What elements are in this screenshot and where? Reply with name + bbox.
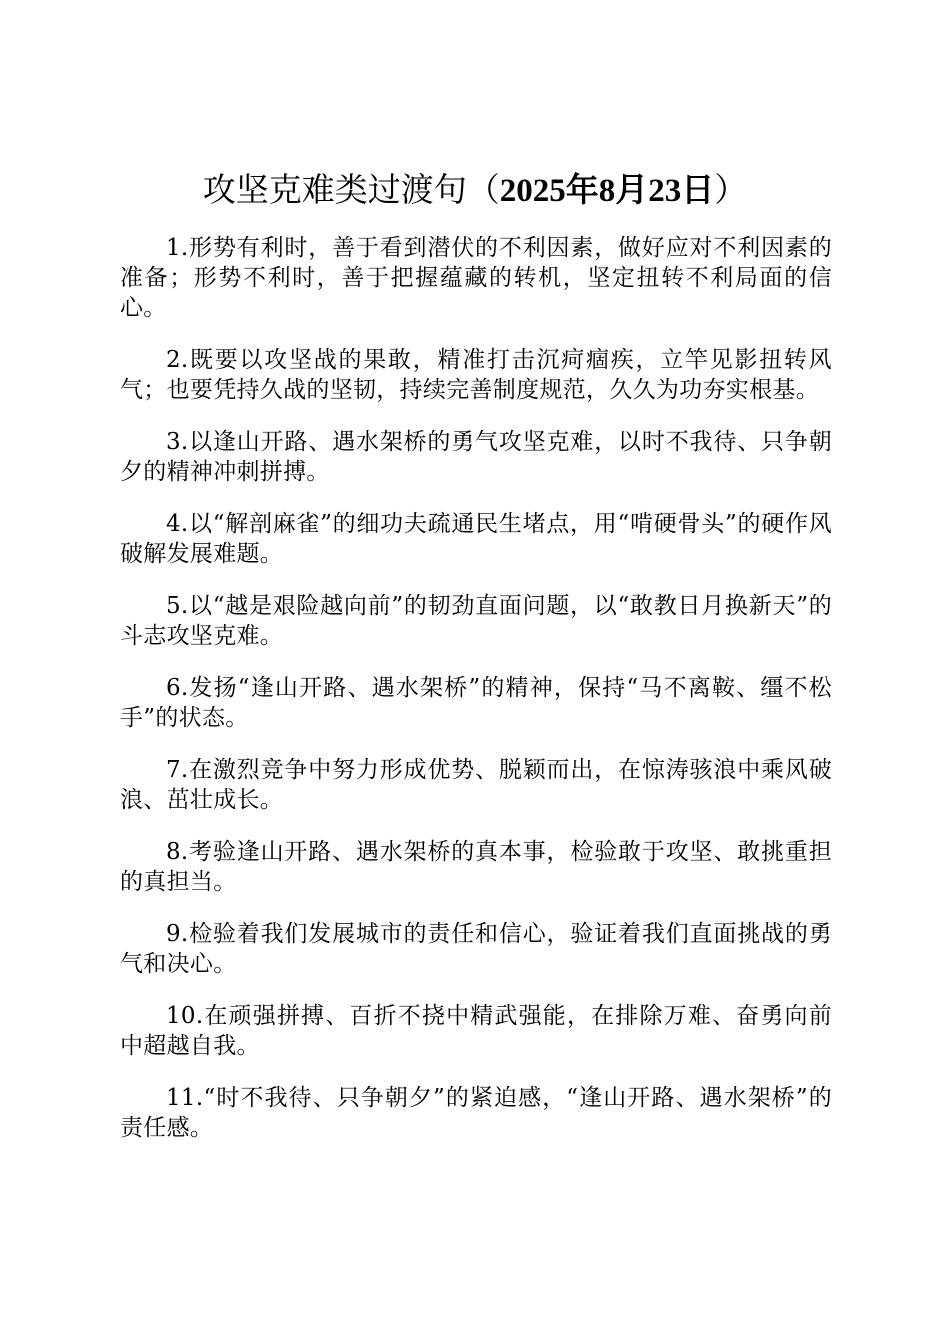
paragraph: 1.形势有利时，善于看到潜伏的不利因素，做好应对不利因素的准备；形势不利时，善于把握蕴藏的转机，坚定扭转不利局面的信心。 xyxy=(120,235,832,321)
paragraph-list xyxy=(120,233,832,1165)
paragraph: 9.检验着我们发展城市的责任和信心，验证着我们直面挑战的勇气和决心。 xyxy=(120,921,832,977)
paragraph: 11.“时不我待、只争朝夕”的紧迫感，“逢山开路、遇水架桥”的责任感。 xyxy=(120,1085,832,1141)
paragraph: 7.在激烈竞争中努力形成优势、脱颖而出，在惊涛骇浪中乘风破浪、茁壮成长。 xyxy=(120,757,832,813)
paragraph: 4.以“解剖麻雀”的细功夫疏通民生堵点，用“啃硬骨头”的硬作风破解发展难题。 xyxy=(120,511,832,567)
paragraph: 6.发扬“逢山开路、遇水架桥”的精神，保持“马不离鞍、缰不松手”的状态。 xyxy=(120,675,832,731)
paragraph: 2.既要以攻坚战的果敢，精准打击沉疴痼疾，立竿见影扭转风气；也要凭持久战的坚韧，持续完善制度规范，久久为功夯实根基。 xyxy=(120,347,832,403)
title-prefix: 攻坚克难类过渡句（ xyxy=(202,170,500,209)
title-suffix: ） xyxy=(714,170,748,209)
paragraph: 5.以“越是艰险越向前”的韧劲直面问题，以“敢教日月换新天”的斗志攻坚克难。 xyxy=(120,593,832,649)
page-title xyxy=(0,165,950,216)
title-date: 2025年8月23日 xyxy=(499,173,715,209)
paragraph: 3.以逢山开路、遇水架桥的勇气攻坚克难，以时不我待、只争朝夕的精神冲刺拼搏。 xyxy=(120,429,832,485)
paragraph: 8.考验逢山开路、遇水架桥的真本事，检验敢于攻坚、敢挑重担的真担当。 xyxy=(120,839,832,895)
paragraph: 10.在顽强拼搏、百折不挠中精武强能，在排除万难、奋勇向前中超越自我。 xyxy=(120,1003,832,1059)
